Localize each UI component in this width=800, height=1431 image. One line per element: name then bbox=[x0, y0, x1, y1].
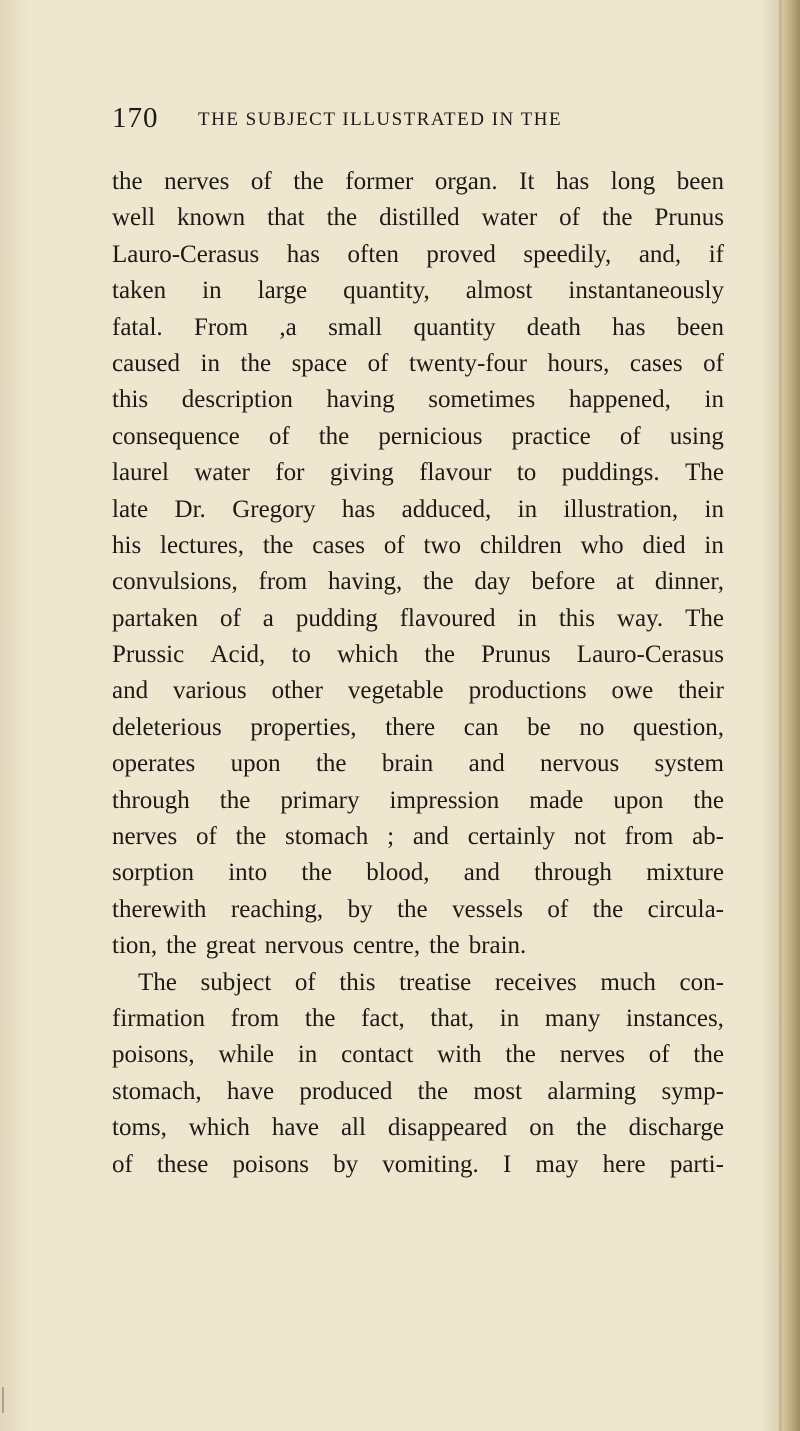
word: laurel bbox=[112, 459, 169, 487]
word: their bbox=[678, 677, 724, 705]
word: the bbox=[240, 349, 272, 377]
word: large bbox=[257, 277, 308, 305]
text-line bbox=[112, 528, 724, 564]
word: much bbox=[600, 968, 656, 996]
word: this bbox=[558, 604, 595, 632]
word: of bbox=[619, 422, 641, 450]
word: many bbox=[544, 1004, 601, 1032]
page-number: 170 bbox=[112, 102, 159, 134]
word: owe bbox=[611, 677, 654, 705]
word: adduced, bbox=[401, 495, 492, 523]
word: have bbox=[271, 1114, 320, 1142]
word: using bbox=[669, 422, 724, 450]
word: has bbox=[555, 168, 590, 195]
word: properties, bbox=[250, 713, 357, 741]
word: flavoured bbox=[399, 604, 496, 632]
word: vessels bbox=[452, 895, 523, 923]
word: from bbox=[624, 823, 674, 851]
word: which bbox=[188, 1114, 250, 1142]
word: died bbox=[642, 531, 686, 559]
word: Lauro-Cerasus bbox=[112, 240, 260, 268]
word: with bbox=[437, 1041, 482, 1069]
word: cases bbox=[629, 349, 683, 377]
word: has bbox=[341, 495, 376, 523]
word: brain. bbox=[468, 932, 527, 960]
body-text bbox=[112, 164, 724, 1183]
word: centre, bbox=[352, 932, 421, 960]
word: con- bbox=[679, 968, 724, 996]
word: sorption bbox=[112, 859, 194, 887]
word: speedily, bbox=[523, 240, 612, 268]
word: discharge bbox=[628, 1114, 724, 1142]
word: therewith bbox=[112, 895, 207, 923]
word: ,a bbox=[279, 313, 297, 341]
word: the bbox=[315, 750, 347, 778]
word: From bbox=[193, 313, 249, 341]
word: at bbox=[615, 568, 635, 596]
word: of bbox=[196, 823, 217, 851]
word: in bbox=[704, 386, 724, 414]
running-title: THE SUBJECT ILLUSTRATED IN THE bbox=[198, 109, 563, 130]
word: the bbox=[424, 641, 455, 669]
word: from bbox=[230, 1004, 280, 1032]
word: nerves bbox=[559, 1041, 625, 1069]
word: toms, bbox=[112, 1114, 167, 1142]
word: that bbox=[267, 204, 305, 232]
word: dinner, bbox=[654, 568, 724, 596]
word: puddings. bbox=[561, 459, 660, 487]
word: operates bbox=[112, 750, 196, 778]
word: vomiting. bbox=[382, 1150, 479, 1178]
word: this bbox=[339, 968, 376, 996]
word: reaching, bbox=[230, 895, 324, 923]
word: and bbox=[112, 677, 149, 705]
word: from bbox=[258, 568, 308, 596]
word: impression bbox=[389, 786, 500, 814]
word: symp- bbox=[661, 1077, 724, 1105]
word: quantity, bbox=[343, 277, 430, 305]
word: and bbox=[463, 859, 500, 887]
word: way. bbox=[616, 604, 664, 632]
word: flavour bbox=[419, 459, 492, 487]
word: It bbox=[519, 168, 535, 195]
word: brain bbox=[381, 750, 434, 778]
word: to bbox=[291, 641, 311, 669]
word: description bbox=[181, 386, 293, 414]
word: day bbox=[474, 568, 511, 596]
word: water bbox=[194, 459, 250, 487]
word: the bbox=[262, 531, 294, 559]
word: of bbox=[559, 204, 580, 232]
word: often bbox=[347, 240, 399, 268]
word: parti- bbox=[669, 1150, 724, 1178]
word: that, bbox=[430, 1004, 475, 1032]
word: question, bbox=[633, 713, 724, 741]
word: the bbox=[219, 786, 251, 814]
word: can bbox=[463, 713, 499, 741]
word: primary bbox=[280, 786, 360, 814]
word: in bbox=[704, 531, 724, 559]
word: tion, bbox=[112, 932, 158, 960]
word: deleterious bbox=[112, 713, 222, 741]
word: has bbox=[612, 313, 646, 341]
text-line bbox=[112, 346, 724, 382]
word: the bbox=[397, 895, 428, 923]
word: mixture bbox=[646, 859, 724, 887]
word: made bbox=[529, 786, 584, 814]
word: the bbox=[423, 568, 454, 596]
word: in bbox=[704, 495, 724, 523]
word: twenty-four bbox=[408, 349, 527, 377]
word: the bbox=[318, 422, 350, 450]
word: happened, bbox=[568, 386, 671, 414]
word: the bbox=[235, 823, 267, 851]
text-line bbox=[112, 965, 724, 1001]
word: productions bbox=[468, 677, 587, 705]
word: be bbox=[527, 713, 551, 741]
word: in bbox=[499, 1004, 520, 1032]
word: may bbox=[535, 1150, 579, 1178]
word: stomach, bbox=[112, 1077, 202, 1105]
text-line bbox=[112, 1074, 724, 1110]
word: nervous bbox=[264, 932, 344, 960]
word: in bbox=[517, 495, 538, 523]
word: been bbox=[676, 168, 724, 195]
word: other bbox=[271, 677, 323, 705]
text-line bbox=[112, 564, 724, 600]
word: lectures, bbox=[160, 531, 245, 559]
word: most bbox=[473, 1077, 523, 1105]
word: have bbox=[226, 1077, 275, 1105]
word: who bbox=[580, 531, 624, 559]
word: while bbox=[218, 1041, 275, 1069]
word: I bbox=[502, 1150, 512, 1178]
word: poisons bbox=[232, 1150, 309, 1178]
text-line bbox=[112, 637, 724, 673]
word: no bbox=[579, 713, 605, 741]
word: the bbox=[693, 1041, 724, 1069]
word: consequence bbox=[112, 422, 240, 450]
word: upon bbox=[613, 786, 664, 814]
text-line bbox=[112, 710, 724, 746]
text-line bbox=[112, 746, 724, 782]
word: poisons, bbox=[112, 1041, 195, 1069]
word: a bbox=[262, 604, 274, 632]
word: to bbox=[516, 459, 537, 487]
word: Prussic bbox=[112, 641, 185, 669]
word: certainly bbox=[467, 823, 556, 851]
word: of bbox=[703, 349, 724, 377]
word: before bbox=[531, 568, 596, 596]
word: through bbox=[534, 859, 612, 887]
word: this bbox=[112, 386, 149, 414]
text-line bbox=[112, 164, 724, 200]
text-line bbox=[112, 1110, 724, 1146]
word: in bbox=[297, 1041, 318, 1069]
word: the bbox=[417, 1077, 449, 1105]
word: pudding bbox=[295, 604, 378, 632]
word: cases bbox=[312, 531, 365, 559]
word: not bbox=[573, 823, 606, 851]
word: of bbox=[112, 1150, 133, 1178]
word: through bbox=[112, 786, 190, 814]
word: two bbox=[423, 531, 462, 559]
word: pernicious bbox=[378, 422, 483, 450]
word: upon bbox=[230, 750, 281, 778]
word: contact bbox=[341, 1041, 414, 1069]
word: alarming bbox=[547, 1077, 637, 1105]
word: into bbox=[228, 859, 268, 887]
word: subject bbox=[200, 968, 272, 996]
page-header bbox=[112, 100, 732, 140]
word: The bbox=[685, 459, 724, 487]
word: quantity bbox=[413, 313, 496, 341]
word: organ. bbox=[434, 168, 498, 195]
word: if bbox=[708, 240, 724, 268]
text-line bbox=[112, 819, 724, 855]
word: the bbox=[601, 204, 633, 232]
word: the bbox=[112, 168, 143, 195]
word: his bbox=[112, 531, 142, 559]
page-edge-shadow bbox=[782, 0, 800, 1431]
word: practice bbox=[511, 422, 591, 450]
text-line bbox=[112, 310, 724, 346]
text-line bbox=[112, 673, 724, 709]
word: Prunus bbox=[481, 641, 551, 669]
word: having bbox=[326, 386, 395, 414]
word: all bbox=[340, 1114, 366, 1142]
word: these bbox=[156, 1150, 209, 1178]
text-line bbox=[112, 492, 724, 528]
word: been bbox=[676, 313, 724, 341]
word: produced bbox=[299, 1077, 393, 1105]
word: circula- bbox=[647, 895, 724, 923]
word: the bbox=[693, 786, 724, 814]
text-line bbox=[112, 455, 724, 491]
word: late bbox=[112, 495, 149, 523]
word: receives bbox=[494, 968, 577, 996]
word: instantaneously bbox=[568, 277, 724, 305]
word: illustration, bbox=[563, 495, 679, 523]
word: giving bbox=[329, 459, 394, 487]
word: taken bbox=[112, 277, 167, 305]
word: death bbox=[526, 313, 581, 341]
word: the bbox=[301, 859, 332, 887]
word: long bbox=[610, 168, 656, 195]
word: in bbox=[202, 277, 222, 305]
word: sometimes bbox=[428, 386, 536, 414]
word: partaken bbox=[112, 604, 199, 632]
word: space bbox=[291, 349, 348, 377]
word: blood, bbox=[366, 859, 430, 887]
word: of bbox=[268, 422, 290, 450]
word: and bbox=[412, 823, 449, 851]
word: almost bbox=[465, 277, 533, 305]
word: has bbox=[286, 240, 321, 268]
word: hours, bbox=[547, 349, 610, 377]
text-line bbox=[112, 382, 724, 418]
word: nervous bbox=[540, 750, 620, 778]
word: treatise bbox=[399, 968, 472, 996]
word: system bbox=[654, 750, 724, 778]
word: of bbox=[383, 531, 405, 559]
text-line bbox=[112, 273, 724, 309]
word: proved bbox=[426, 240, 496, 268]
word: the bbox=[429, 932, 460, 960]
word: water bbox=[481, 204, 538, 232]
word: Lauro-Cerasus bbox=[576, 641, 724, 669]
word: Dr. bbox=[174, 495, 206, 523]
word: of bbox=[648, 1041, 670, 1069]
word: fatal. bbox=[112, 313, 163, 341]
word: firmation bbox=[112, 1004, 206, 1032]
word: on bbox=[529, 1114, 555, 1142]
word: here bbox=[602, 1150, 646, 1178]
word: Acid, bbox=[210, 641, 266, 669]
word: known bbox=[177, 204, 246, 232]
text-line bbox=[112, 200, 724, 236]
word: by bbox=[347, 895, 373, 923]
word: Gregory bbox=[232, 495, 316, 523]
text-line bbox=[112, 855, 724, 891]
word: ; bbox=[387, 823, 395, 851]
word: which bbox=[337, 641, 399, 669]
word: disappeared bbox=[387, 1114, 508, 1142]
text-line bbox=[112, 1001, 724, 1037]
word: stomach bbox=[284, 823, 369, 851]
word: fact, bbox=[361, 1004, 405, 1032]
word: Prunus bbox=[654, 204, 724, 232]
word: the bbox=[166, 932, 197, 960]
text-line bbox=[112, 1037, 724, 1073]
page-edge-line bbox=[779, 0, 782, 1431]
word: The bbox=[685, 604, 724, 632]
corner-mark bbox=[2, 1387, 10, 1413]
text-line bbox=[112, 892, 724, 928]
word: by bbox=[333, 1150, 359, 1178]
word: former bbox=[345, 168, 414, 195]
word: instances, bbox=[626, 1004, 724, 1032]
word: of bbox=[367, 349, 389, 377]
word: for bbox=[275, 459, 305, 487]
word: having, bbox=[327, 568, 403, 596]
text-line bbox=[112, 419, 724, 455]
word: of bbox=[547, 895, 569, 923]
word: of bbox=[294, 968, 316, 996]
word: small bbox=[328, 313, 383, 341]
word: the bbox=[592, 895, 624, 923]
word: caused bbox=[112, 349, 181, 377]
word: children bbox=[479, 531, 562, 559]
word: The bbox=[138, 968, 177, 996]
word: various bbox=[173, 677, 247, 705]
word: nerves bbox=[112, 823, 178, 851]
word: nerves bbox=[164, 168, 230, 195]
text-line bbox=[112, 928, 724, 964]
word: distilled bbox=[379, 204, 460, 232]
text-line bbox=[112, 601, 724, 637]
word: in bbox=[200, 349, 220, 377]
word: great bbox=[205, 932, 256, 960]
text-line bbox=[112, 783, 724, 819]
word: the bbox=[505, 1041, 536, 1069]
word: the bbox=[326, 204, 358, 232]
word: in bbox=[517, 604, 537, 632]
word: ab- bbox=[692, 823, 724, 851]
word: of bbox=[220, 604, 241, 632]
word: vegetable bbox=[347, 677, 444, 705]
word: convulsions, bbox=[112, 568, 238, 596]
word: the bbox=[304, 1004, 336, 1032]
word: there bbox=[385, 713, 436, 741]
word: of bbox=[250, 168, 272, 195]
word: and bbox=[468, 750, 505, 778]
word: the bbox=[293, 168, 324, 195]
word: well bbox=[112, 204, 156, 232]
text-line bbox=[112, 237, 724, 273]
text-line bbox=[112, 1147, 724, 1183]
word: the bbox=[576, 1114, 607, 1142]
word: and, bbox=[638, 240, 682, 268]
